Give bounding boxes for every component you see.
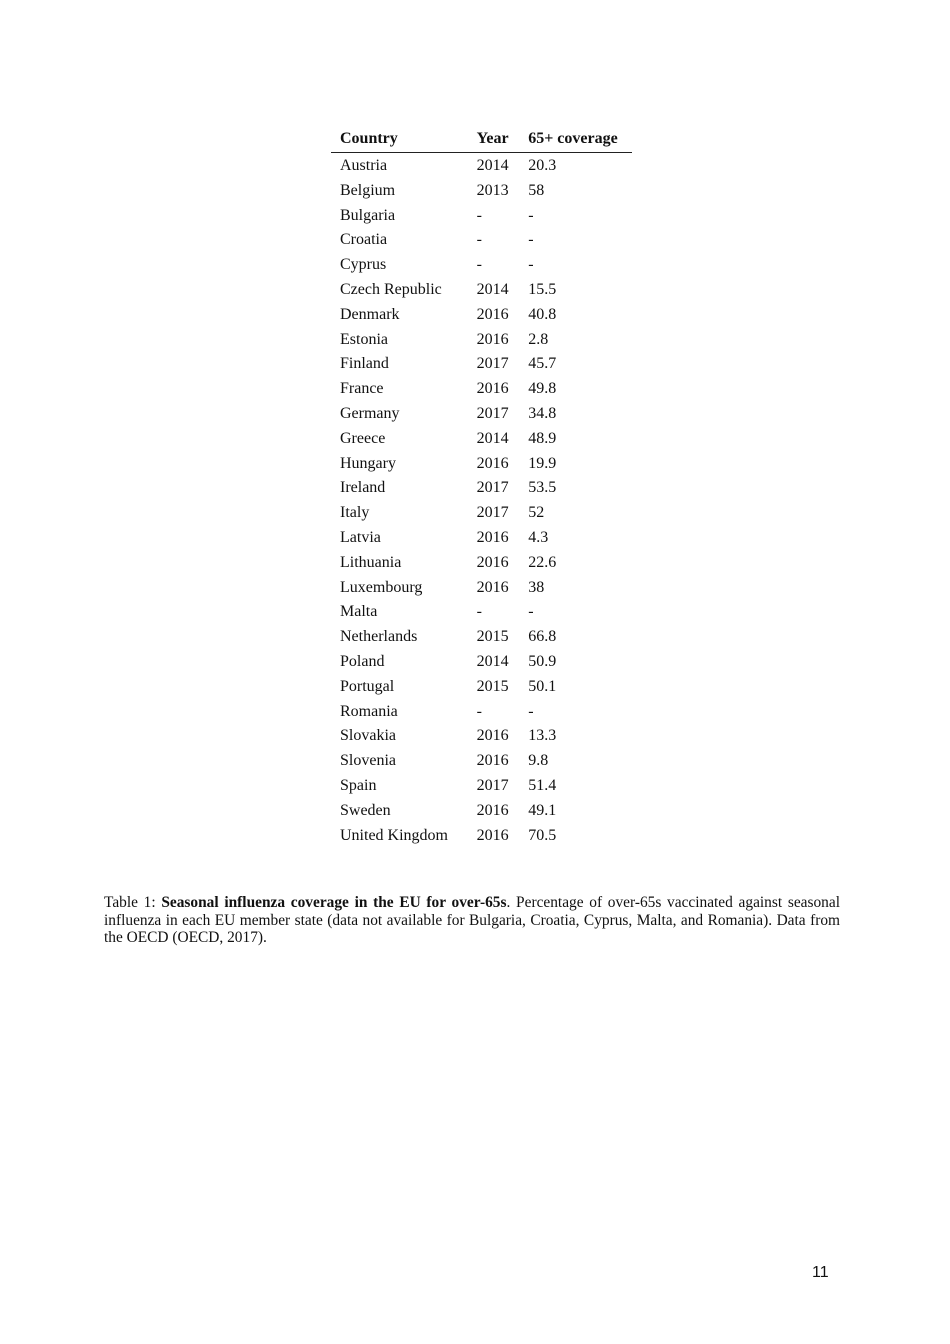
cell-year: 2014 bbox=[476, 429, 509, 447]
caption-label: Table 1: bbox=[104, 894, 162, 912]
cell-coverage: - bbox=[528, 206, 534, 224]
cell-coverage: 38 bbox=[528, 578, 545, 596]
cell-coverage: - bbox=[528, 702, 534, 720]
cell-year: 2016 bbox=[476, 826, 509, 844]
table-row bbox=[331, 303, 632, 328]
table-row bbox=[331, 526, 632, 551]
cell-country: Italy bbox=[340, 504, 370, 522]
cell-country: Cyprus bbox=[340, 256, 387, 274]
cell-country: Slovenia bbox=[340, 752, 396, 770]
cell-year: 2016 bbox=[476, 528, 509, 546]
cell-year: 2016 bbox=[476, 305, 509, 323]
cell-year: 2014 bbox=[476, 652, 509, 670]
cell-year: 2015 bbox=[476, 628, 509, 646]
table-body bbox=[331, 153, 632, 849]
cell-coverage: 53.5 bbox=[528, 479, 557, 497]
cell-year: - bbox=[476, 231, 482, 249]
cell-coverage: 13.3 bbox=[528, 727, 557, 745]
table-row bbox=[331, 476, 632, 501]
table-row bbox=[331, 153, 632, 179]
cell-country: Finland bbox=[340, 355, 389, 373]
cell-year: 2016 bbox=[476, 330, 509, 348]
cell-coverage: 40.8 bbox=[528, 305, 557, 323]
cell-country: Austria bbox=[340, 157, 388, 174]
cell-country: Portugal bbox=[340, 677, 395, 695]
cell-coverage: 49.1 bbox=[528, 801, 557, 819]
cell-year: - bbox=[476, 603, 482, 621]
cell-coverage: - bbox=[528, 256, 534, 274]
cell-year: 2016 bbox=[476, 380, 509, 398]
cell-year: 2016 bbox=[476, 801, 509, 819]
cell-country: Hungary bbox=[340, 454, 396, 472]
page-number: 11 bbox=[812, 1264, 829, 1281]
cell-coverage: 52 bbox=[528, 504, 545, 522]
cell-coverage: 58 bbox=[528, 181, 545, 199]
table-row bbox=[331, 328, 632, 353]
table-row bbox=[331, 551, 632, 576]
cell-year: 2016 bbox=[476, 752, 509, 770]
cell-year: - bbox=[476, 702, 482, 720]
cell-country: United Kingdom bbox=[340, 826, 448, 844]
table-row bbox=[331, 452, 632, 477]
coverage-table bbox=[331, 127, 632, 848]
table-row bbox=[331, 774, 632, 799]
cell-year: 2016 bbox=[476, 727, 509, 745]
cell-coverage: 50.9 bbox=[528, 652, 557, 670]
table-row bbox=[331, 352, 632, 377]
table-row bbox=[331, 501, 632, 526]
cell-coverage: 48.9 bbox=[528, 429, 557, 447]
table-row bbox=[331, 179, 632, 204]
header-year: Year bbox=[468, 127, 520, 153]
cell-year: 2014 bbox=[476, 157, 509, 174]
cell-coverage: 45.7 bbox=[528, 355, 557, 373]
cell-year: 2016 bbox=[476, 454, 509, 472]
table-row bbox=[331, 576, 632, 601]
cell-coverage: 50.1 bbox=[528, 677, 557, 695]
table-row bbox=[331, 204, 632, 229]
coverage-table-container bbox=[331, 127, 632, 848]
header-row bbox=[331, 127, 632, 153]
cell-country: Malta bbox=[340, 603, 378, 621]
cell-coverage: 9.8 bbox=[528, 752, 549, 770]
header-coverage: 65+ coverage bbox=[519, 127, 632, 153]
table-row bbox=[331, 402, 632, 427]
table-row bbox=[331, 799, 632, 824]
cell-country: Germany bbox=[340, 404, 400, 422]
table-row bbox=[331, 824, 632, 849]
table-row bbox=[331, 650, 632, 675]
cell-year: 2017 bbox=[476, 504, 509, 522]
cell-year: 2017 bbox=[476, 355, 509, 373]
cell-coverage: 15.5 bbox=[528, 280, 557, 298]
cell-country: Croatia bbox=[340, 231, 388, 249]
table-row bbox=[331, 278, 632, 303]
table-caption bbox=[104, 894, 840, 947]
cell-coverage: - bbox=[528, 231, 534, 249]
cell-coverage: 66.8 bbox=[528, 628, 557, 646]
table-row bbox=[331, 427, 632, 452]
header-country: Country bbox=[331, 127, 468, 153]
cell-year: 2014 bbox=[476, 280, 509, 298]
cell-coverage: 20.3 bbox=[528, 157, 557, 174]
cell-year: 2017 bbox=[476, 404, 509, 422]
cell-coverage: 19.9 bbox=[528, 454, 557, 472]
cell-year: 2015 bbox=[476, 677, 509, 695]
cell-country: Greece bbox=[340, 429, 386, 447]
cell-country: Latvia bbox=[340, 528, 381, 546]
cell-year: 2013 bbox=[476, 181, 509, 199]
table-header bbox=[331, 127, 632, 153]
cell-coverage: 70.5 bbox=[528, 826, 557, 844]
cell-year: 2016 bbox=[476, 578, 509, 596]
table-row bbox=[331, 228, 632, 253]
cell-year: - bbox=[476, 256, 482, 274]
table-row bbox=[331, 625, 632, 650]
cell-country: Bulgaria bbox=[340, 206, 396, 224]
table-row bbox=[331, 724, 632, 749]
cell-coverage: 49.8 bbox=[528, 380, 557, 398]
cell-country: France bbox=[340, 380, 384, 398]
cell-year: 2017 bbox=[476, 479, 509, 497]
cell-country: Czech Republic bbox=[340, 280, 442, 298]
table-row bbox=[331, 253, 632, 278]
table-row bbox=[331, 675, 632, 700]
caption-title: Seasonal influenza coverage in the EU for over-65s bbox=[161, 894, 507, 912]
cell-coverage: 34.8 bbox=[528, 404, 557, 422]
table-row bbox=[331, 749, 632, 774]
cell-year: 2016 bbox=[476, 553, 509, 571]
cell-year: 2017 bbox=[476, 776, 509, 794]
cell-year: - bbox=[476, 206, 482, 224]
cell-coverage: 4.3 bbox=[528, 528, 549, 546]
cell-country: Belgium bbox=[340, 181, 396, 199]
cell-country: Spain bbox=[340, 776, 377, 794]
cell-country: Lithuania bbox=[340, 553, 402, 571]
cell-country: Poland bbox=[340, 652, 385, 670]
table-row bbox=[331, 700, 632, 725]
cell-country: Romania bbox=[340, 702, 398, 720]
cell-coverage: 51.4 bbox=[528, 776, 557, 794]
cell-country: Ireland bbox=[340, 479, 386, 497]
table-row bbox=[331, 600, 632, 625]
cell-coverage: - bbox=[528, 603, 534, 621]
cell-country: Luxembourg bbox=[340, 578, 423, 596]
cell-country: Netherlands bbox=[340, 628, 418, 646]
cell-country: Estonia bbox=[340, 330, 388, 348]
cell-coverage: 2.8 bbox=[528, 330, 549, 348]
caption-body: . Percentage of over-65s vaccinated against seasonal influenza in each EU member state (data not available for Bulgaria, Croatia, Cyprus, Malta, and Romania). Data from the OECD (OECD, 2017). bbox=[104, 894, 840, 947]
cell-country: Sweden bbox=[340, 801, 391, 819]
cell-coverage: 22.6 bbox=[528, 553, 557, 571]
cell-country: Slovakia bbox=[340, 727, 396, 745]
cell-country: Denmark bbox=[340, 305, 400, 323]
table-row bbox=[331, 377, 632, 402]
